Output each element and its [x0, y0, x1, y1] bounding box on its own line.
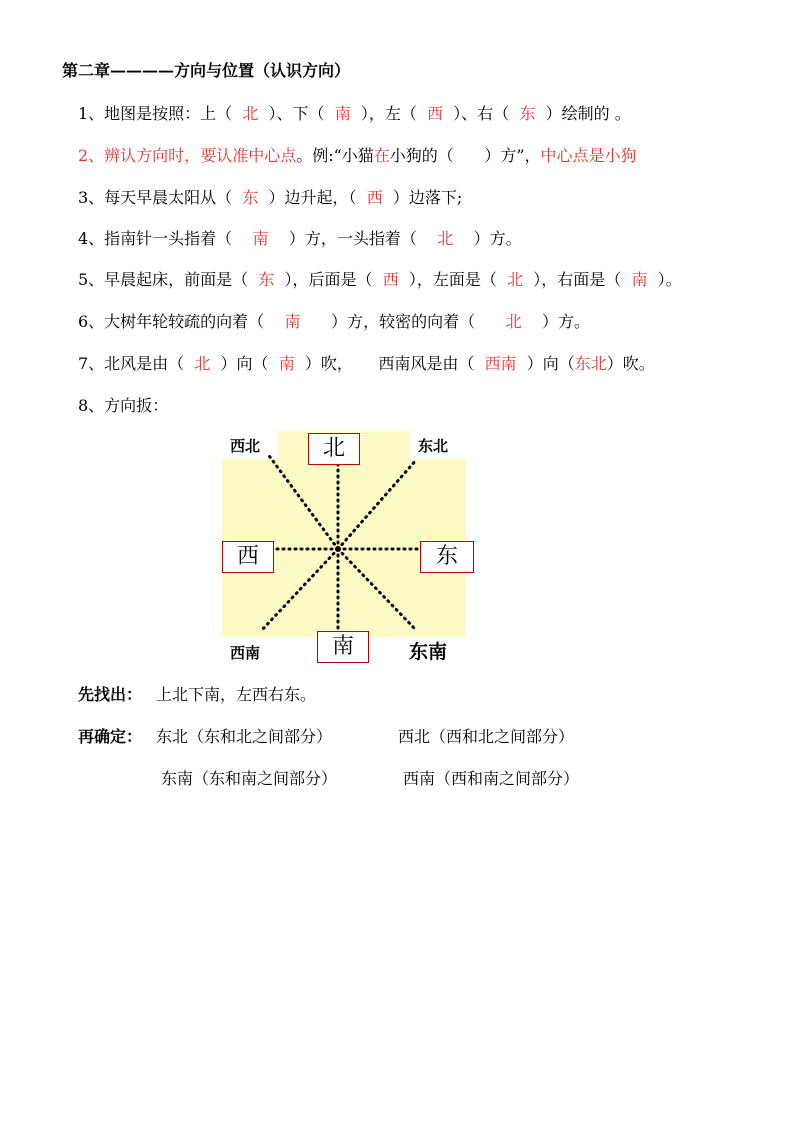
exercise-line-2 [78, 143, 637, 166]
exercise-segment: ）。 [647, 270, 682, 289]
line-northwest [267, 453, 338, 549]
exercise-line-4 [78, 226, 522, 249]
exercise-segment: 在 [373, 146, 390, 165]
exercise-segment: 南 [252, 229, 269, 248]
exercise-segment: ）吹。 [606, 354, 655, 373]
exercise-segment: 西南 [484, 354, 517, 373]
exercise-segment: 北 [507, 270, 524, 289]
exercise-segment: 1、地图是按照：上（ [78, 104, 243, 123]
exercise-segment: 东 [242, 188, 259, 207]
se-text: 东南（东和南之间部分） [161, 769, 338, 788]
exercise-segment: 北 [505, 312, 522, 331]
summary-find [78, 682, 316, 705]
exercise-line-7 [78, 351, 655, 374]
exercise-segment: ）边升起，（ [258, 188, 367, 207]
center-dot [335, 546, 341, 552]
exercise-segment: 6、大树年轮较疏的向着（ [78, 312, 285, 331]
exercise-segment: 要认准中心点 [200, 146, 297, 165]
exercise-segment: 8、方向扳： [78, 396, 169, 415]
exercise-segment: 南 [334, 104, 351, 123]
line-northeast [338, 459, 417, 549]
exercise-segment: 4、指南针一头指着（ [78, 229, 253, 248]
exercise-segment: 2、辨认方向时， [78, 146, 201, 165]
exercise-segment: ）绘制的 。 [535, 104, 631, 123]
nw-text: 西北（西和北之间部分） [398, 727, 575, 746]
exercise-segment: ）吹， 西南风是由（ [294, 354, 485, 373]
exercise-segment: ）方，较密的向着（ [300, 312, 506, 331]
box-east: 东 [420, 541, 474, 573]
exercise-segment: 南 [278, 354, 295, 373]
exercise-segment: ），左（ [350, 104, 428, 123]
exercise-segment: ）边落下; [382, 188, 463, 207]
label-southwest: 西南 [230, 644, 261, 662]
exercise-line-8 [78, 393, 168, 416]
summary-confirm-row1 [78, 724, 574, 747]
summary-confirm-row2 [161, 766, 579, 789]
box-north: 北 [308, 433, 360, 465]
exercise-segment: ），左面是（ [398, 270, 508, 289]
exercise-line-6 [78, 309, 590, 332]
exercise-line-5 [78, 267, 682, 290]
exercise-segment: 5、早晨起床，前面是（ [78, 270, 259, 289]
exercise-segment: ）向（ [516, 354, 575, 373]
exercise-segment: 东 [519, 104, 536, 123]
label-northeast: 东北 [418, 437, 449, 455]
exercise-segment: 西 [366, 188, 383, 207]
exercise-segment: 中心点是小狗 [540, 146, 637, 165]
exercise-line-1 [78, 101, 631, 124]
exercise-segment: ），右面是（ [523, 270, 632, 289]
box-south: 南 [317, 631, 369, 663]
ne-text: 东北（东和北之间部分） [156, 727, 333, 746]
line-southeast [338, 549, 415, 629]
chapter-title: 第二章————方向与位置（认识方向） [62, 61, 351, 80]
sw-text: 西南（西和南之间部分） [403, 769, 580, 788]
exercise-segment: 北 [437, 229, 454, 248]
exercise-segment: 东 [258, 270, 275, 289]
exercise-segment: 7、北风是由（ [78, 354, 195, 373]
exercise-segment: 北 [194, 354, 211, 373]
exercise-segment: 南 [631, 270, 648, 289]
confirm-label: 再确定： [78, 727, 143, 746]
exercise-segment: 3、每天早晨太阳从（ [78, 188, 243, 207]
exercise-segment: ）、下（ [258, 104, 335, 123]
exercise-segment: 南 [284, 312, 301, 331]
box-west: 西 [222, 541, 274, 573]
label-southeast: 东南 [409, 641, 448, 663]
exercise-segment: 西 [382, 270, 399, 289]
exercise-segment: 小狗的（ ）方”， [389, 146, 541, 165]
label-northwest: 西北 [230, 437, 261, 455]
exercise-segment: ）方。 [453, 229, 522, 248]
exercise-segment: 北 [242, 104, 259, 123]
exercise-segment: ）向（ [210, 354, 279, 373]
exercise-segment: ）方。 [521, 312, 590, 331]
exercise-segment: 西 [427, 104, 444, 123]
compass-board [219, 431, 475, 663]
find-label: 先找出： [78, 685, 143, 704]
exercise-segment: 。例:“小猫 [296, 146, 374, 165]
find-text: 上北下南，左西右东。 [156, 685, 317, 704]
exercise-line-3 [78, 185, 462, 208]
exercise-segment: ），后面是（ [274, 270, 383, 289]
exercise-segment: ）方，一头指着（ [268, 229, 438, 248]
exercise-segment: ）、右（ [443, 104, 520, 123]
exercise-segment: 东北 [574, 354, 607, 373]
